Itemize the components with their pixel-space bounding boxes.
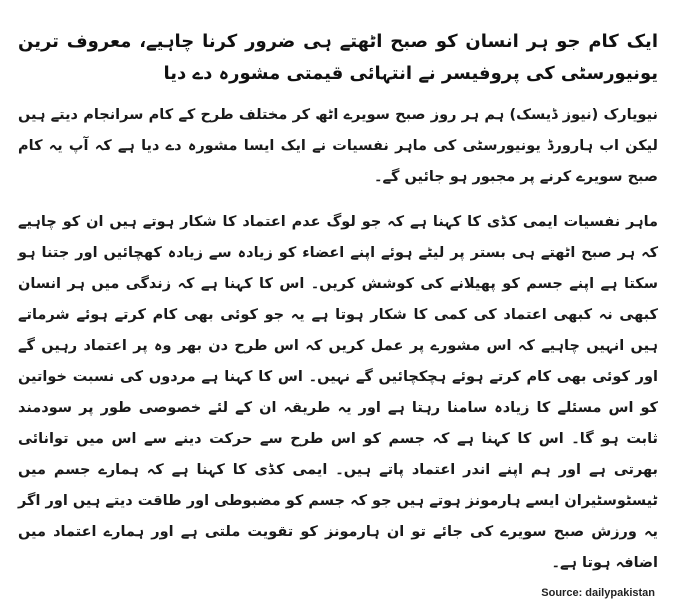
article-paragraph-main: ماہر نفسیات ایمی کڈی کا کہنا ہے کہ جو لوگ عدم اعتماد کا شکار ہوتے ہیں ان کو چاہیے کہ ہر صبح اٹھتے ہی بستر پر لیٹے ہوئے اپنے اعضاء کو زیادہ سے زیادہ کھچائیں اور جتنا ہو سکتا ہے اپنے جسم کو پھیلانے کی کوشش کریں۔ اس کا کہنا ہے کہ زندگی میں ہر انسان کبھی نہ کبھی اعتماد کی کمی کا شکار ہوتا ہے یہ جو کوئی بھی کام کرتے ہوئے شرماتے ہیں انہیں چاہیے کہ اس مشورے پر عمل کریں کہ اس طرح دن بھر وہ پر اعتماد رہیں گے اور کوئی بھی کام کرتے ہوئے ہچکچائیں گے نہیں۔ اس کا کہنا ہے مردوں کی نسبت خواتین کو اس مسئلے کا زیادہ سامنا رہتا ہے اور یہ طریقہ ان کے لئے خصوصی طور پر سودمند ثابت ہو گا۔ اس کا کہنا ہے کہ جسم کو اس طرح سے حرکت دینے سے اس میں توانائی بھرتی ہے اور ہم اپنے اندر اعتماد پاتے ہیں۔ ایمی کڈی کا کہنا ہے کہ ہمارے جسم میں ٹیسٹوسٹیران ایسے ہارمونز ہوتے ہیں جو کہ جسم کو مضبوطی اور طاقت دیتے ہیں اور اگر یہ ورزش صبح سویرے کی جائے تو ان ہارمونز کو تقویت ملتی ہے اور ہمارے اعتماد میں اضافہ ہوتا ہے۔ bbox=[18, 214, 658, 571]
source-credit: Source: dailypakistan bbox=[541, 587, 655, 599]
article-body bbox=[18, 26, 658, 593]
article-paragraph-intro: نیویارک (نیوز ڈیسک) ہم ہر روز صبح سویرے اٹھ کر مختلف طرح کے کام سرانجام دیتے ہیں لیکن اب ہارورڈ یونیورسٹی کی ماہر نفسیات نے ایک ایسا مشورہ دے دیا ہے کہ آپ یہ کام صبح سویرے کرنے پر مجبور ہو جائیں گے۔ bbox=[18, 107, 658, 185]
article-headline: ایک کام جو ہر انسان کو صبح اٹھتے ہی ضرور کرنا چاہیے، معروف ترین یونیورسٹی کی پروفیسر نے انتہائی قیمتی مشورہ دے دیا bbox=[18, 31, 658, 84]
